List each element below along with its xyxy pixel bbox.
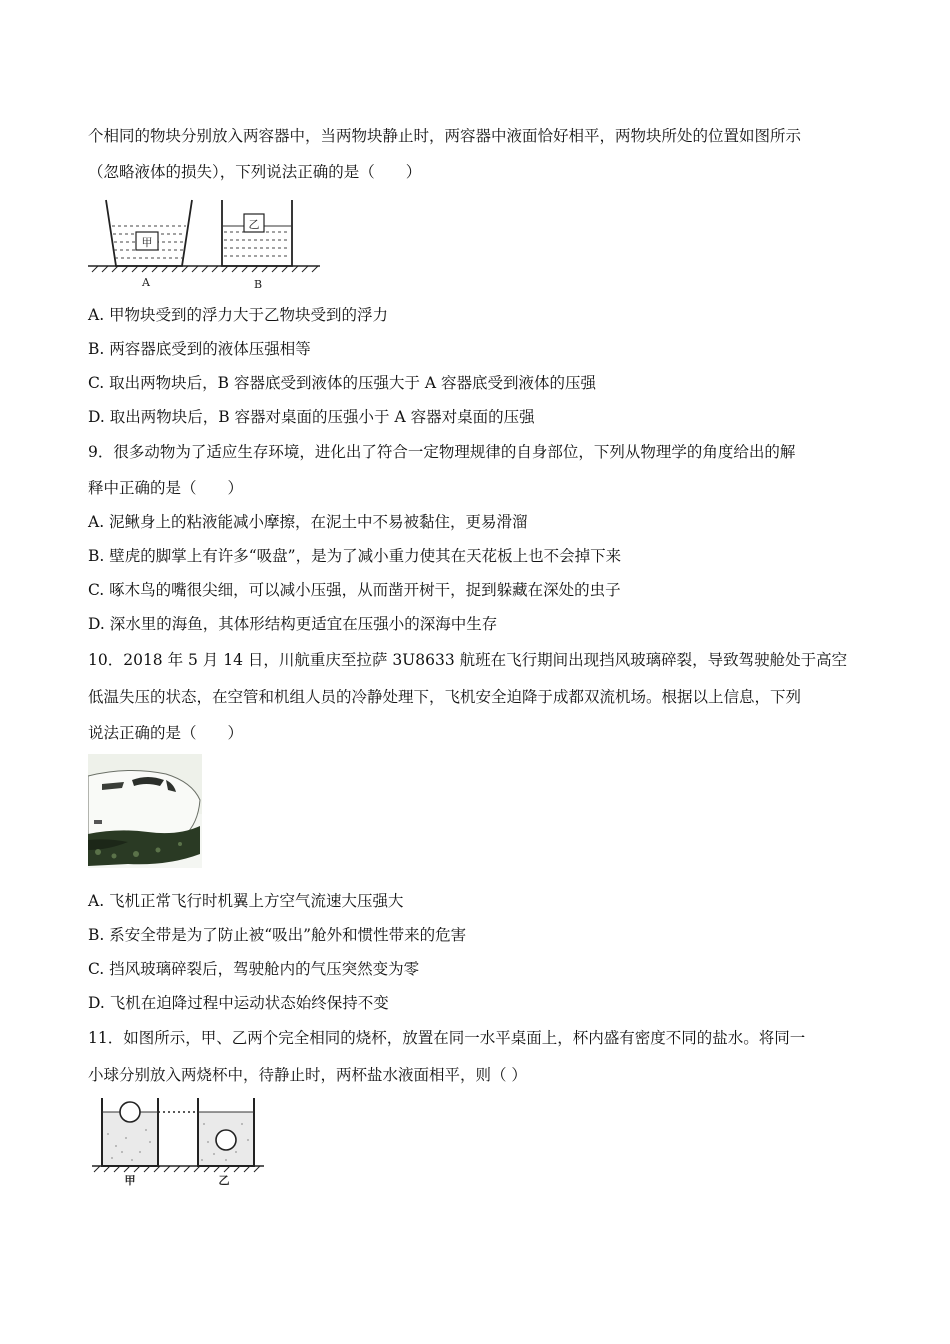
q8-option-a: A. 甲物块受到的浮力大于乙物块受到的浮力 bbox=[88, 306, 389, 324]
q8-option-c: C. 取出两物块后，B 容器底受到液体的压强大于 A 容器底受到液体的压强 bbox=[88, 374, 597, 392]
q10-stem-line3: 说法正确的是（ ） bbox=[88, 724, 244, 742]
q8-block-b-label: 乙 bbox=[248, 218, 260, 231]
q11-label-jia: 甲 bbox=[124, 1174, 136, 1187]
q8-label-a: A bbox=[142, 276, 150, 289]
q9-option-c: C. 啄木鸟的嘴很尖细，可以减小压强，从而凿开树干，捉到躲藏在深处的虫子 bbox=[88, 581, 621, 599]
q11-beakers-figure bbox=[92, 1094, 268, 1190]
q10-stem-line1: 10．2018 年 5 月 14 日，川航重庆至拉萨 3U8633 航班在飞行期间出现挡风玻璃碎裂，导致驾驶舱处于高空 bbox=[88, 651, 848, 669]
q11-stem-line1: 11．如图所示，甲、乙两个完全相同的烧杯，放置在同一水平桌面上，杯内盛有密度不同的盐水。将同一 bbox=[88, 1029, 806, 1047]
q11-label-yi: 乙 bbox=[218, 1174, 230, 1187]
q10-option-c: C. 挡风玻璃碎裂后，驾驶舱内的气压突然变为零 bbox=[88, 960, 420, 978]
q9-option-b: B. 壁虎的脚掌上有许多“吸盘”，是为了减小重力使其在天花板上也不会掉下来 bbox=[88, 547, 622, 565]
q9-stem-line1: 9．很多动物为了适应生存环境，进化出了符合一定物理规律的自身部位，下列从物理学的角度给出的解 bbox=[88, 443, 796, 461]
q10-option-a: A. 飞机正常飞行时机翼上方空气流速大压强大 bbox=[88, 892, 404, 910]
q10-option-d: D. 飞机在迫降过程中运动状态始终保持不变 bbox=[88, 994, 389, 1012]
q8-block-a-label: 甲 bbox=[141, 236, 153, 249]
q8-option-d: D. 取出两物块后，B 容器对桌面的压强小于 A 容器对桌面的压强 bbox=[88, 408, 535, 426]
q8-containers-figure bbox=[88, 196, 323, 292]
q10-stem-line2: 低温失压的状态，在空管和机组人员的冷静处理下，飞机安全迫降于成都双流机场。根据以上信息，下列 bbox=[88, 688, 802, 706]
q10-airplane-photo bbox=[88, 754, 202, 868]
q9-stem-line2: 释中正确的是（ ） bbox=[88, 479, 244, 497]
q8-label-b: B bbox=[253, 278, 263, 291]
q11-stem-line2: 小球分别放入两烧杯中，待静止时，两杯盐水液面相平，则（ ） bbox=[88, 1066, 527, 1084]
q9-option-a: A. 泥鳅身上的粘液能减小摩擦，在泥土中不易被黏住，更易滑溜 bbox=[88, 513, 528, 531]
q10-option-b: B. 系安全带是为了防止被“吸出”舱外和惯性带来的危害 bbox=[88, 926, 467, 944]
q8-option-b: B. 两容器底受到的液体压强相等 bbox=[88, 340, 311, 358]
q9-option-d: D. 深水里的海鱼，其体形结构更适宜在压强小的深海中生存 bbox=[88, 615, 498, 633]
q8-stem-line1: 个相同的物块分别放入两容器中，当两物块静止时，两容器中液面恰好相平，两物块所处的位置如图所示 bbox=[88, 127, 802, 145]
q8-stem-line2: （忽略液体的损失），下列说法正确的是（ ） bbox=[88, 163, 422, 181]
